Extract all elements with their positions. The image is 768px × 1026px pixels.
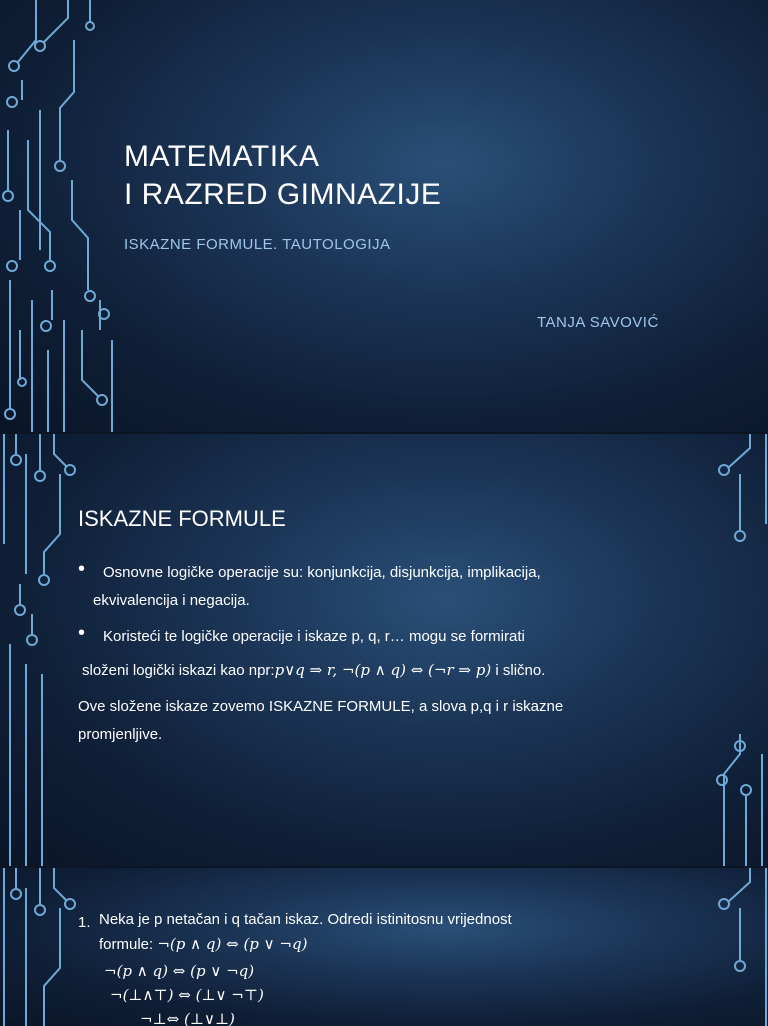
slide-heading: ISKAZNE FORMULE xyxy=(78,506,286,531)
bullet2-line2 xyxy=(82,656,545,685)
bullet2-line1: Koristeći te logičke operacije i iskaze p, q, r… mogu se formirati xyxy=(103,628,525,645)
paragraph-emphasis: ISKAZNE FORMULE xyxy=(268,698,411,715)
definition-paragraph xyxy=(78,692,563,721)
bullet1-line2: ekvivalencija i negacija. xyxy=(93,592,250,609)
presentation-title-line1: MATEMATIKA xyxy=(124,140,320,173)
bullet2-suffix: i slično. xyxy=(495,662,546,679)
paragraph-text: Ove složene iskaze zovemo xyxy=(78,698,269,715)
presentation-subtitle: ISKAZNE FORMULE. TAUTOLOGIJA xyxy=(124,236,391,253)
solution-step-2: ¬(⊥∧⊤) ⇔ (⊥∨ ¬⊤) xyxy=(110,986,264,1004)
exercise-text xyxy=(99,908,512,957)
definition-paragraph-line2: promjenljive. xyxy=(78,726,163,743)
bullet2-formula: p∨q ⇒ r, ¬(p ∧ q) ⇔ (¬r ⇒ p) xyxy=(274,661,492,679)
paragraph-text-end: , a slova p,q i r iskazne xyxy=(410,698,564,715)
exercise-formula: ¬(p ∧ q) ⇔ (p ∨ ¬q) xyxy=(157,935,308,953)
content-slide-exercise xyxy=(0,868,768,1026)
presentation-title-line2: I RAZRED GIMNAZIJE xyxy=(124,178,442,211)
exercise-label: formule: xyxy=(99,936,154,953)
bullet-marker: • xyxy=(78,558,86,580)
exercise-line1: Neka je p netačan i q tačan iskaz. Odredi istinitosnu vrijednost xyxy=(99,911,512,928)
bullet1-line1: Osnovne logičke operacije su: konjunkcija, disjunkcija, implikacija, xyxy=(103,564,541,581)
content-slide-formulas xyxy=(0,434,768,866)
solution-step-1: ¬(p ∧ q) ⇔ (p ∨ ¬q) xyxy=(104,962,255,980)
circuit-decoration xyxy=(0,0,768,432)
exercise-line2 xyxy=(99,932,512,957)
author-name: TANJA SAVOVIĆ xyxy=(537,314,659,331)
bullet2-text: složeni logički iskazi kao npr: xyxy=(82,662,275,679)
bullet-marker: • xyxy=(78,622,86,644)
title-slide xyxy=(0,0,768,432)
solution-step-3: ¬⊥⇔ (⊥∨⊥) xyxy=(140,1010,235,1026)
exercise-number: 1. xyxy=(78,914,91,931)
